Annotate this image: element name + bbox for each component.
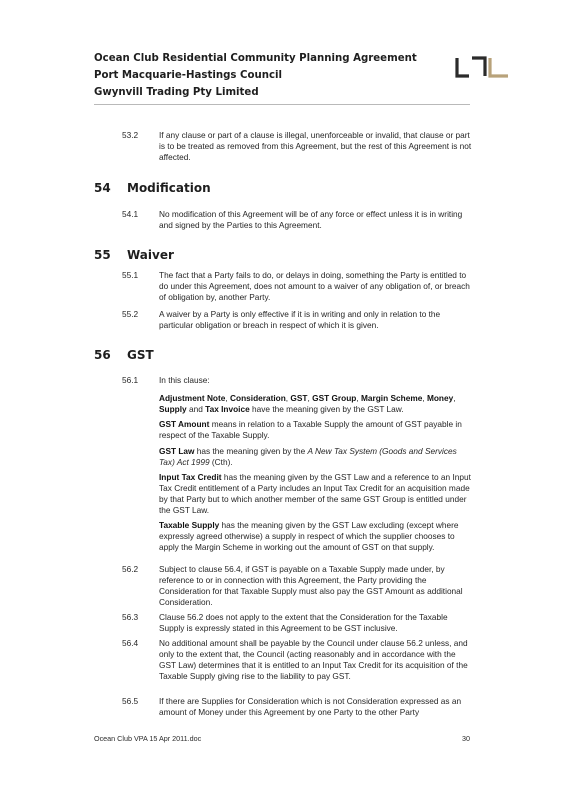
section-title: Modification	[127, 181, 211, 195]
definition-text: means in relation to a Taxable Supply the amount of GST payable in respect of the Taxable Supply.	[159, 419, 462, 440]
definition-general-terms	[159, 393, 472, 415]
defined-term: Taxable Supply	[159, 520, 220, 530]
separator: ,	[307, 393, 313, 403]
header-council-name: Port Macquarie-Hastings Council	[94, 70, 283, 81]
clause-55-2	[122, 309, 472, 331]
defined-term: GST	[290, 393, 308, 403]
section-number: 56	[94, 348, 111, 362]
clause-number: 56.1	[122, 375, 139, 385]
clause-text: No additional amount shall be payable by the Council under clause 56.2 unless, and only to the extent that, the Council (acting reasonably and in accordance with the GST Law) determines that it is entitled to an Input Tax Credit for its acquisition of the Taxable Supply giving rise to the liability to pay GST.	[159, 638, 468, 681]
defined-term: Consideration	[230, 393, 286, 403]
clause-54-1	[122, 209, 472, 231]
ltl-logo-icon	[455, 56, 510, 78]
defined-term: Input Tax Credit	[159, 472, 222, 482]
clause-text: In this clause:	[159, 375, 210, 385]
clause-56-4	[122, 638, 472, 682]
defined-term: Margin Scheme	[360, 393, 423, 403]
clause-55-1	[122, 270, 472, 303]
clause-56-1	[122, 375, 472, 386]
separator: ,	[225, 393, 231, 403]
section-heading-waiver	[94, 248, 494, 262]
clause-text: The fact that a Party fails to do, or delays in doing, something the Party is entitled to do under this Agreement, does not amount to a waiver of any obligation of, or breach of obligation by, another Party.	[159, 270, 470, 302]
clause-text: If there are Supplies for Consideration which is not Consideration expressed as an amount of Money under this Agreement by one Party to the other Party	[159, 696, 462, 717]
header-company-name: Gwynvill Trading Pty Limited	[94, 87, 259, 98]
document-header	[94, 50, 474, 101]
clause-number: 56.3	[122, 612, 139, 622]
clause-number: 56.4	[122, 638, 139, 648]
definition-gst-law	[159, 446, 472, 468]
act-title: A New Tax System (Goods and Services Tax) Act 1999	[159, 446, 457, 467]
document-footer	[94, 734, 470, 743]
clause-text: No modification of this Agreement will be of any force or effect unless it is in writing and signed by the Parties to this Agreement.	[159, 209, 463, 230]
definition-taxable-supply	[159, 520, 472, 553]
definition-gst-amount	[159, 419, 472, 441]
clause-text: A waiver by a Party is only effective if it is in writing and only in relation to the particular obligation or breach in respect of which it is given.	[159, 309, 441, 330]
defined-term: GST Group	[312, 393, 357, 403]
section-heading-modification	[94, 181, 494, 195]
clause-number: 55.2	[122, 309, 139, 319]
clause-text: If any clause or part of a clause is illegal, unenforceable or invalid, that clause or part is to be treated as removed from this Agreement, but the rest of this Agreement is not affected.	[159, 130, 472, 162]
section-title: Waiver	[127, 248, 174, 262]
defined-term: Adjustment Note	[159, 393, 226, 403]
clause-number: 55.1	[122, 270, 139, 280]
defined-term: GST Amount	[159, 419, 210, 429]
clause-56-2	[122, 564, 472, 608]
clause-56-3	[122, 612, 472, 634]
separator: ,	[285, 393, 291, 403]
definition-text: has the meaning given by the GST Law excluding (except where expressly agreed otherwise) a supply in respect of which the supplier chooses to apply the Margin Scheme in working out the amount of GST on that supply.	[159, 520, 459, 552]
footer-page-number: 30	[462, 734, 470, 743]
clause-56-5	[122, 696, 472, 718]
section-number: 54	[94, 181, 111, 195]
clause-number: 56.5	[122, 696, 139, 706]
clause-number: 54.1	[122, 209, 139, 219]
header-agreement-title: Ocean Club Residential Community Planning Agreement	[94, 53, 417, 64]
section-heading-gst	[94, 348, 494, 362]
definition-text: have the meaning given by the GST Law.	[249, 404, 404, 414]
separator: and	[186, 404, 206, 414]
clause-text: Clause 56.2 does not apply to the extent that the Consideration for the Taxable Supply is expressly stated in this Agreement to be GST inclusive.	[159, 612, 448, 633]
defined-term: Tax Invoice	[205, 404, 250, 414]
separator: ,	[422, 393, 427, 403]
separator: ,	[356, 393, 361, 403]
definition-input-tax-credit	[159, 472, 472, 516]
clause-number: 56.2	[122, 564, 139, 574]
section-title: GST	[127, 348, 154, 362]
clause-text: Subject to clause 56.4, if GST is payable on a Taxable Supply made under, by reference to or in connection with this Agreement, the Party providing the Consideration for that Taxable Supply must also pay the GST Amount as additional Consideration.	[159, 564, 463, 607]
clause-number: 53.2	[122, 130, 139, 140]
footer-document-name: Ocean Club VPA 15 Apr 2011.doc	[94, 734, 202, 743]
header-divider	[94, 104, 470, 105]
separator: ,	[453, 393, 456, 403]
defined-term: Supply	[159, 404, 187, 414]
defined-term: Money	[426, 393, 454, 403]
definition-text: has the meaning given by the GST Law and a reference to an Input Tax Credit entitlement of a Party includes an Input Tax Credit for an acquisition made by that Party but to which another member of the same GST Group is entitled under the GST Law.	[159, 472, 471, 515]
clause-53-2	[122, 130, 472, 163]
definition-text: has the meaning given by the	[194, 446, 308, 456]
defined-term: GST Law	[159, 446, 195, 456]
definition-text-tail: (Cth).	[209, 457, 233, 467]
section-number: 55	[94, 248, 111, 262]
